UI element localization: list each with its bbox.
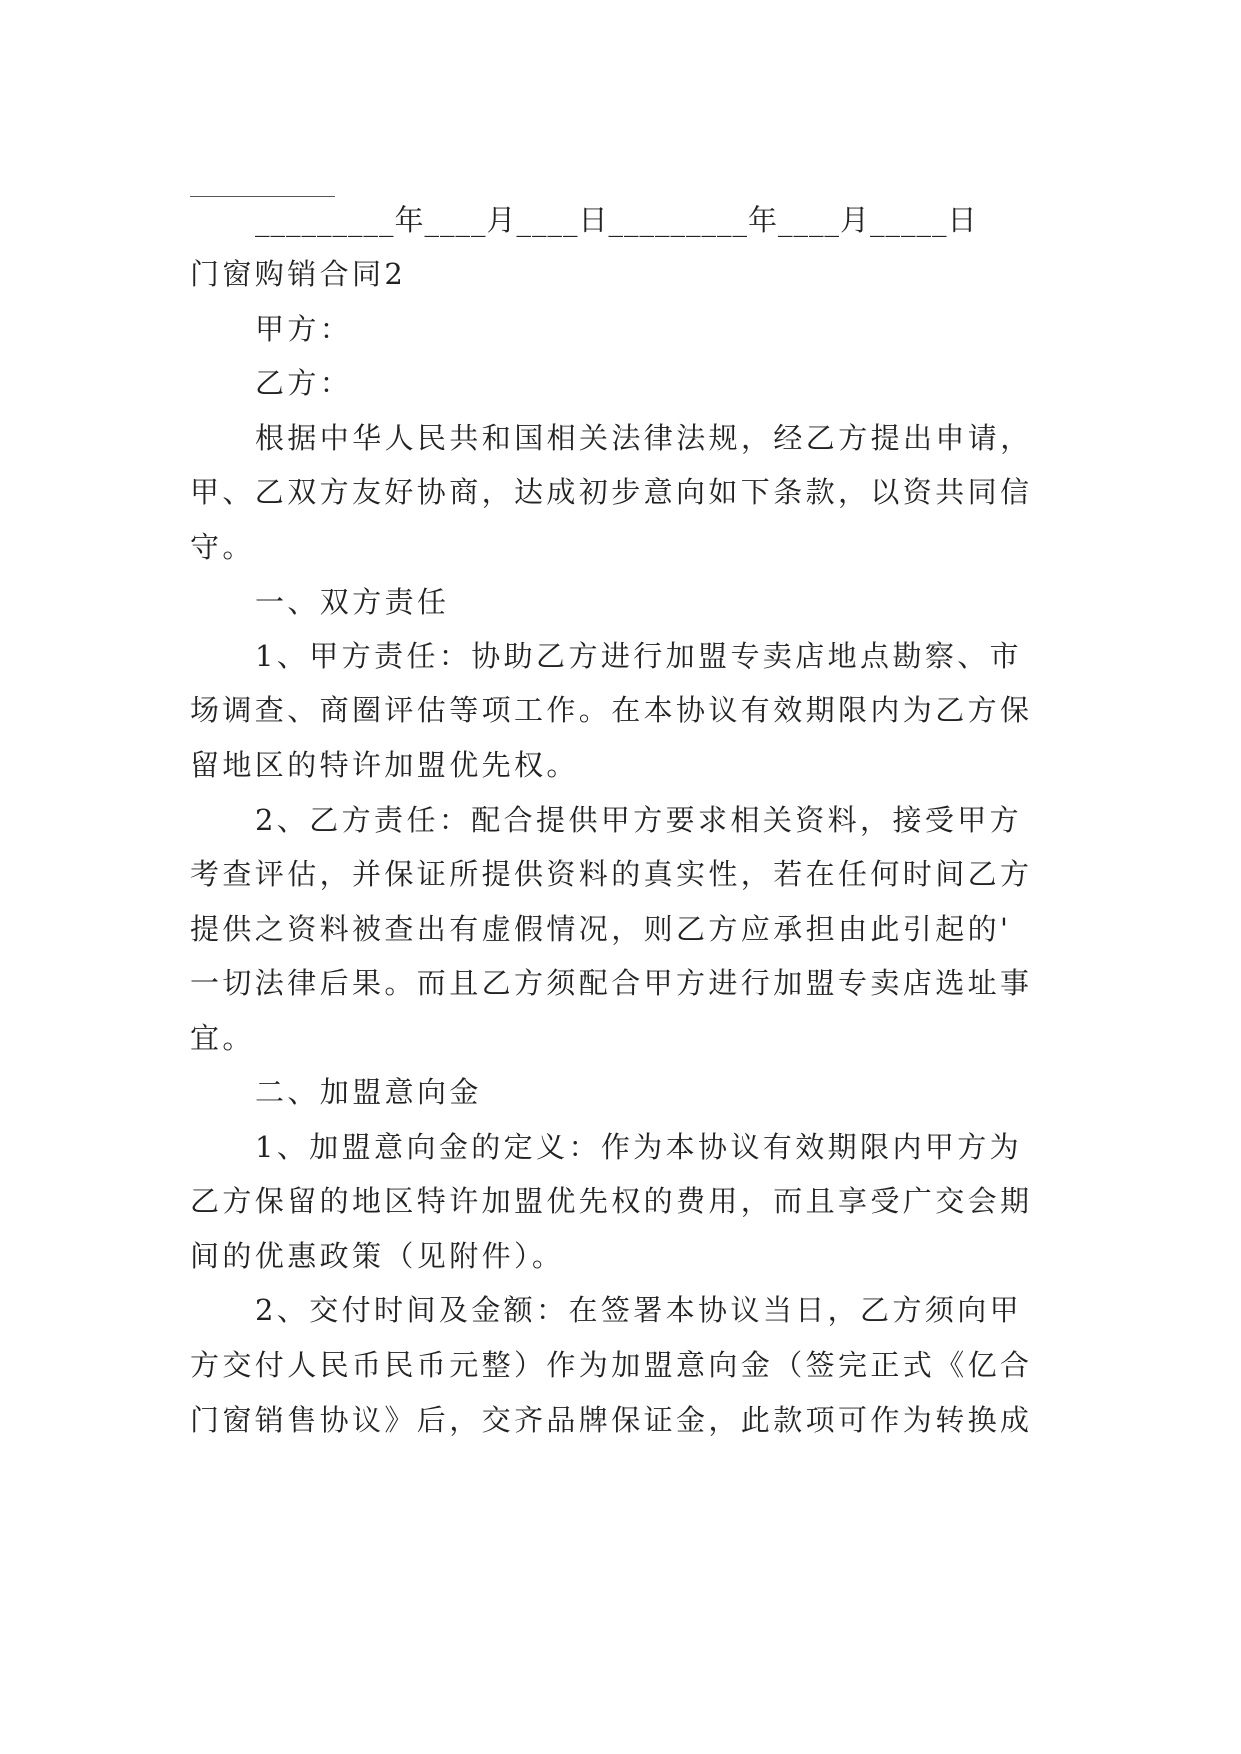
paragraph-line: 留地区的特许加盟优先权。 [190,748,579,782]
paragraph-line: 场调查、商圈评估等项工作。在本协议有效期限内为乙方保 [190,693,1033,727]
intro-line: 根据中华人民共和国相关法律法规，经乙方提出申请， [255,421,1033,455]
party-a-label: 甲方： [255,312,353,346]
section-heading: 一、双方责任 [255,585,450,619]
section-heading: 二、加盟意向金 [255,1075,482,1109]
paragraph-line: 宜。 [190,1021,255,1055]
paragraph-line: 一切法律后果。而且乙方须配合甲方进行加盟专卖店选址事 [190,966,1033,1000]
date-line: _________年____月____日_________年____月_____日 [255,203,978,237]
paragraph-line: 门窗销售协议》后，交齐品牌保证金，此款项可作为转换成 [190,1403,1033,1437]
paragraph-line: 间的优惠政策（见附件）。 [190,1239,565,1273]
paragraph-line: 提供之资料被查出有虚假情况，则乙方应承担由此引起的' [190,912,1012,946]
party-b-label: 乙方： [255,366,353,400]
paragraph-line: 2、交付时间及金额：在签署本协议当日，乙方须向甲 [255,1293,1023,1327]
paragraph-line: 1、加盟意向金的定义：作为本协议有效期限内甲方为 [255,1130,1023,1164]
document-title: 门窗购销合同2 [190,257,407,291]
signature-blank-line [190,196,335,197]
paragraph-line: 方交付人民币民币元整）作为加盟意向金（签完正式《亿合 [190,1348,1033,1382]
paragraph-line: 2、乙方责任：配合提供甲方要求相关资料，接受甲方 [255,803,1023,837]
paragraph-line: 乙方保留的地区特许加盟优先权的费用，而且享受广交会期 [190,1184,1033,1218]
paragraph-line: 考查评估，并保证所提供资料的真实性，若在任何时间乙方 [190,857,1033,891]
intro-line: 甲、乙双方友好协商，达成初步意向如下条款，以资共同信 [190,475,1033,509]
intro-line: 守。 [190,530,255,564]
paragraph-line: 1、甲方责任：协助乙方进行加盟专卖店地点勘察、市 [255,639,1023,673]
